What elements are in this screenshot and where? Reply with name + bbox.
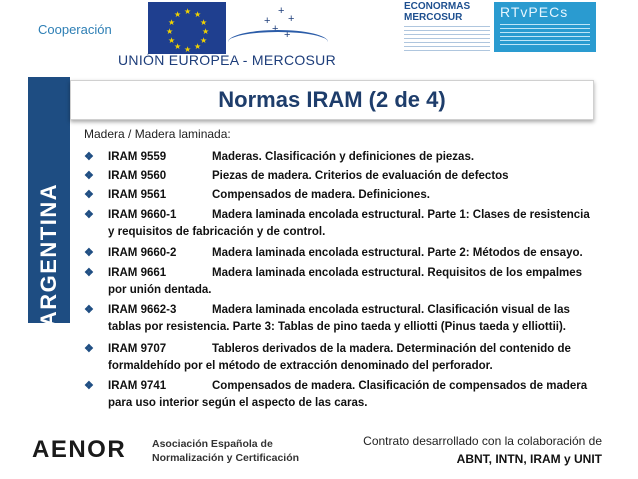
standard-description-continued: y requisitos de fabricación y de control. bbox=[108, 226, 326, 238]
standard-description: Madera laminada encolada estructural. Parte 1: Clases de resistencia bbox=[212, 209, 590, 221]
diamond-bullet-icon: ❖ bbox=[84, 151, 94, 163]
side-label-country: ARGENTINA bbox=[36, 182, 61, 328]
eu-flag-logo: ★ ★ ★ ★ ★ ★ ★ ★ ★ ★ ★ ★ bbox=[148, 2, 226, 54]
standard-code: IRAM 9560 bbox=[108, 170, 167, 182]
diamond-bullet-icon: ❖ bbox=[84, 247, 94, 259]
list-item bbox=[84, 187, 606, 204]
diamond-bullet-icon: ❖ bbox=[84, 380, 94, 392]
diamond-bullet-icon: ❖ bbox=[84, 304, 94, 316]
contract-partners: ABNT, INTN, IRAM y UNIT bbox=[456, 452, 602, 466]
list-item bbox=[84, 302, 606, 336]
diamond-bullet-icon: ❖ bbox=[84, 170, 94, 182]
standard-description: Madera laminada encolada estructural. Clasificación visual de las bbox=[212, 304, 570, 316]
standard-description-continued: formaldehído por el método de extracción denominado del perforador. bbox=[108, 360, 493, 372]
rtvpecs-logo bbox=[494, 2, 596, 52]
diamond-bullet-icon: ❖ bbox=[84, 267, 94, 279]
cooperation-label: Cooperación bbox=[38, 22, 112, 37]
list-item bbox=[84, 245, 606, 262]
standard-description: Maderas. Clasificación y definiciones de piezas. bbox=[212, 151, 475, 163]
section-subtitle: Madera / Madera laminada: bbox=[84, 127, 231, 141]
standard-description: Madera laminada encolada estructural. Parte 2: Métodos de ensayo. bbox=[212, 247, 583, 259]
standard-description-continued: para uso interior según el aspecto de las caras. bbox=[108, 397, 368, 409]
standard-description: Compensados de madera. Definiciones. bbox=[212, 189, 430, 201]
mercosur-arc bbox=[228, 30, 328, 54]
contract-note: Contrato desarrollado con la colaboración de bbox=[363, 434, 602, 448]
econormas-logo-line2: MERCOSUR bbox=[404, 12, 463, 23]
aenor-logo: AENOR bbox=[32, 436, 127, 463]
standard-description: Tableros derivados de la madera. Determinación del contenido de bbox=[212, 343, 571, 355]
standard-description: Compensados de madera. Clasificación de compensados de madera bbox=[212, 380, 588, 392]
standard-code: IRAM 9741 bbox=[108, 380, 167, 392]
standard-code: IRAM 9660-2 bbox=[108, 247, 177, 259]
standard-code: IRAM 9660-1 bbox=[108, 209, 177, 221]
standard-description: Piezas de madera. Criterios de evaluación de defectos bbox=[212, 170, 509, 182]
standard-code: IRAM 9707 bbox=[108, 343, 167, 355]
slide-title: Normas IRAM (2 de 4) bbox=[218, 87, 446, 112]
aenor-subtitle-line2: Normalización y Certificación bbox=[152, 452, 300, 464]
standard-description: Madera laminada encolada estructural. Requisitos de los empalmes bbox=[212, 267, 583, 279]
standard-code: IRAM 9561 bbox=[108, 189, 167, 201]
rtvpecs-logo-title: RTvPECs bbox=[500, 4, 569, 20]
econormas-logo bbox=[404, 2, 482, 24]
diamond-bullet-icon: ❖ bbox=[84, 343, 94, 355]
standard-description-continued: por unión dentada. bbox=[108, 284, 212, 296]
list-item bbox=[84, 341, 606, 375]
mercosur-stars-logo: + + + + + bbox=[264, 5, 295, 41]
diamond-bullet-icon: ❖ bbox=[84, 189, 94, 201]
econormas-description-text bbox=[404, 26, 490, 52]
standard-description-continued: tablas por resistencia. Parte 3: Tablas de pino taeda y elliotti (Pinus taeda y elliottii). bbox=[108, 321, 566, 333]
list-item bbox=[84, 207, 606, 241]
title-bar bbox=[70, 80, 594, 120]
standard-code: IRAM 9661 bbox=[108, 267, 167, 279]
aenor-subtitle-line1: Asociación Española de bbox=[152, 438, 273, 450]
list-item bbox=[84, 149, 606, 166]
list-item bbox=[84, 168, 606, 185]
standard-code: IRAM 9662-3 bbox=[108, 304, 177, 316]
list-item bbox=[84, 378, 606, 412]
diamond-bullet-icon: ❖ bbox=[84, 209, 94, 221]
rtvpecs-logo-text bbox=[500, 24, 590, 48]
standard-code: IRAM 9559 bbox=[108, 151, 167, 163]
list-item bbox=[84, 265, 606, 299]
econormas-logo-line1: ECONORMAS bbox=[404, 1, 471, 12]
eu-mercosur-label: UNIÓN EUROPEA - MERCOSUR bbox=[118, 52, 336, 68]
